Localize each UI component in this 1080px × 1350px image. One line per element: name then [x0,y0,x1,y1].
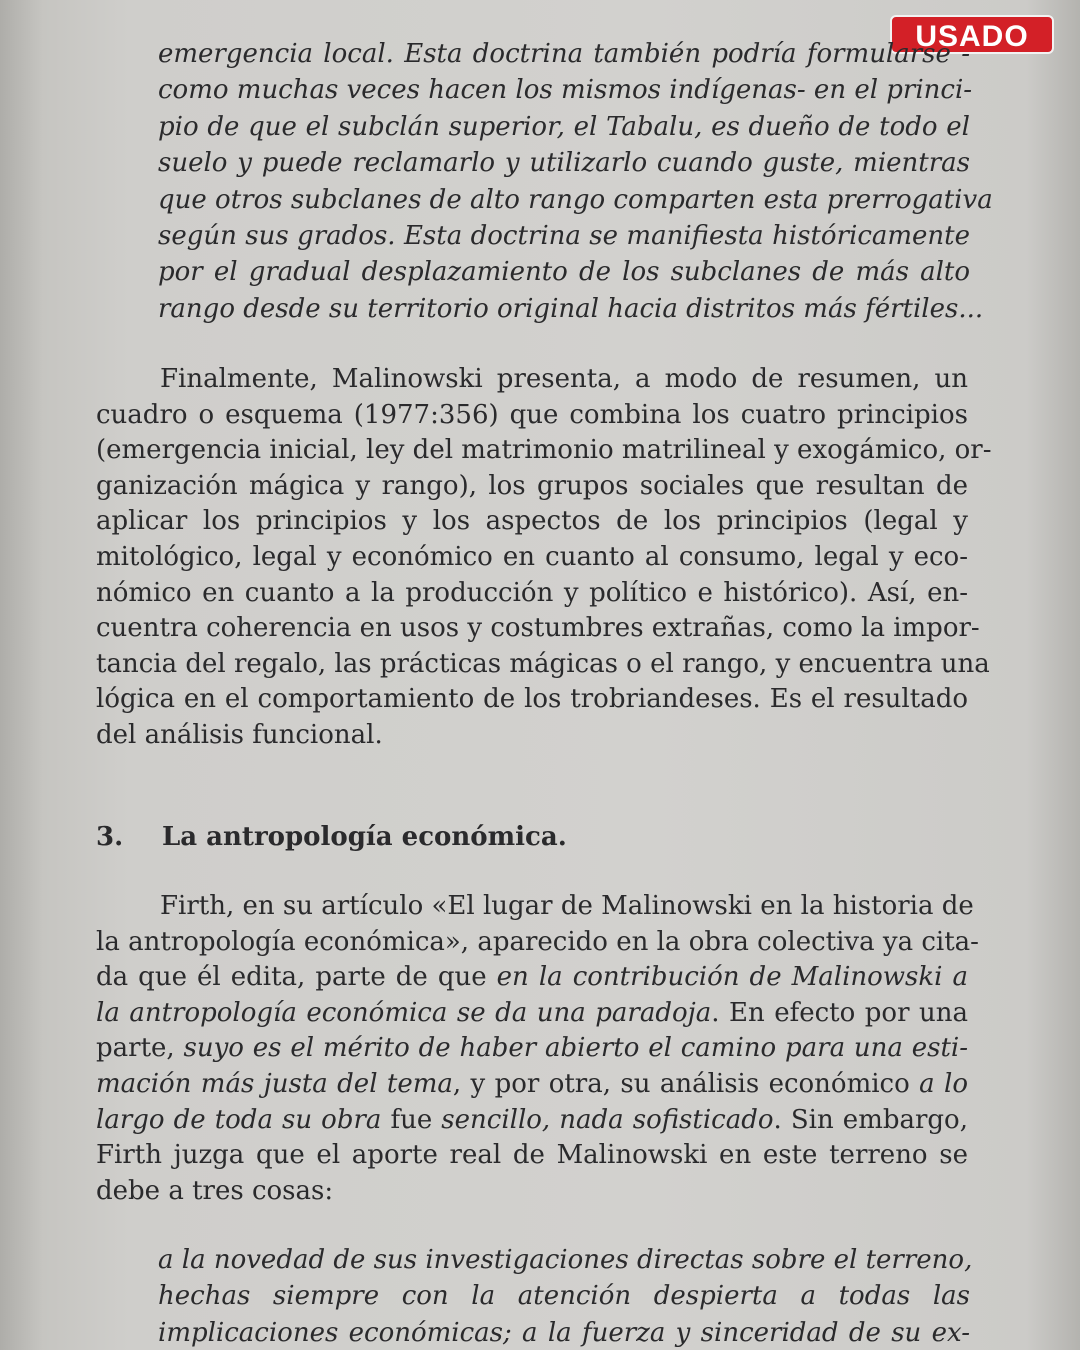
text-line [96,1103,968,1139]
text-segment: parte, [96,1033,184,1064]
section-heading [96,820,968,854]
section-number: 3. [96,822,124,852]
quote-line: como muchas veces hacen los mismos indígenas- en el princi- [158,75,973,106]
paragraph-summary [96,362,992,754]
text-line: cuentra coherencia en usos y costumbres extrañas, como la impor- [96,613,980,644]
text-line [96,1067,968,1103]
emphasis-text: en la contribución de Malinowski a [496,962,968,993]
text-segment: . Sin embargo, [773,1104,968,1135]
text-line: tancia del regalo, las prácticas mágicas o el rango, y encuentra una [96,648,990,679]
emphasis-text: mación más justa del tema [96,1068,453,1099]
text-line: del análisis funcional. [96,719,383,750]
emphasis-text: sencillo, nada sofisticado [441,1104,774,1135]
emphasis-text: largo de toda su obra [96,1104,382,1135]
quote-line: hechas siempre con la atención despierta a todas las [158,1281,970,1312]
text-line: la antropología económica», aparecido en la obra colectiva ya cita- [96,926,979,957]
text-line: cuadro o esquema (1977:356) que combina los cuatro principios [96,399,968,430]
text-line: Finalmente, Malinowski presenta, a modo de resumen, un [160,364,968,394]
quote-line: emergencia local. Esta doctrina también podría formularse - [158,39,970,69]
text-line: lógica en el comportamiento de los trobriandeses. Es el resultado [96,684,968,715]
emphasis-text: suyo es el mérito de haber abierto el camino para una esti- [183,1033,969,1064]
text-line: aplicar los principios y los aspectos de los principios (legal y [96,506,968,537]
quote-line: por el gradual desplazamiento de los subclanes de más alto [158,257,970,288]
used-badge: USADO [890,15,1054,54]
text-segment: fue [381,1104,442,1135]
text-line: Firth, en su artículo «El lugar de Malinowski en la historia de [160,891,974,921]
text-line [96,1031,968,1067]
quote-line: suelo y puede reclamarlo y utilizarlo cuando guste, mientras [158,148,970,179]
bottom-quote [158,1242,973,1350]
top-quote [158,36,993,327]
quote-line: según sus grados. Esta doctrina se manifiesta históricamente [158,220,970,251]
text-segment: , y por otra, su análisis económico [452,1068,920,1099]
emphasis-text: a lo [919,1068,969,1099]
text-line: debe a tres cosas: [96,1175,334,1206]
quote-line: rango desde su territorio original hacia distritos más fértiles... [158,293,984,324]
section-title: La antropología económica. [162,822,567,852]
text-line: mitológico, legal y económico en cuanto al consumo, legal y eco- [96,541,968,572]
text-line [96,996,968,1032]
text-line [96,960,968,996]
text-line: Firth juzga que el aporte real de Malinowski en este terreno se [96,1140,968,1171]
quote-line: que otros subclanes de alto rango comparten esta prerrogativa [158,184,993,215]
quote-line: a la novedad de sus investigaciones directas sobre el terreno, [158,1245,973,1275]
text-segment: . En efecto por una [711,997,968,1028]
emphasis-text: la antropología económica se da una paradoja [96,997,712,1028]
text-segment: da que él edita, parte de que [96,962,497,993]
text-line: ganización mágica y rango), los grupos sociales que resultan de [96,470,968,501]
text-line: (emergencia inicial, ley del matrimonio matrilineal y exogámico, or- [96,435,992,466]
quote-line: pio de que el subclán superior, el Tabalu, es dueño de todo el [158,111,970,142]
text-line: nómico en cuanto a la producción y político e histórico). Así, en- [96,577,968,608]
paragraph-firth [96,889,979,1209]
quote-line: implicaciones económicas; a la fuerza y sinceridad de su ex- [158,1317,970,1348]
